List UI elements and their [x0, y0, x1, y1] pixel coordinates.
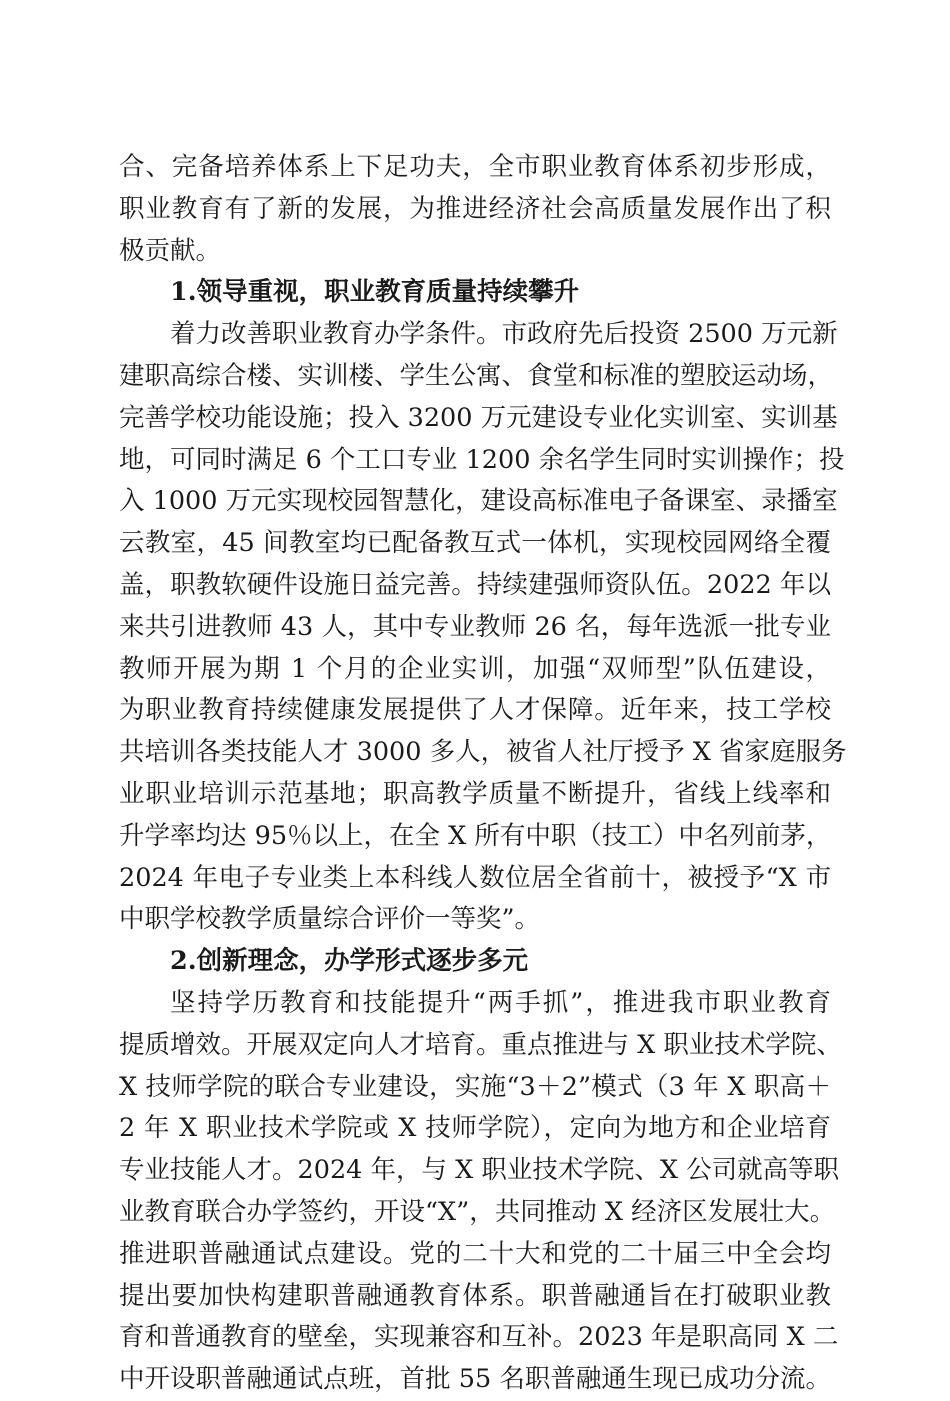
section-heading-2: 2.创新理念，办学形式逐步多元: [170, 946, 529, 977]
paragraph-line: 业教育联合办学签约，开设“X”，共同推动 X 经济区发展壮大。: [119, 1196, 836, 1227]
paragraph-line: 着力改善职业教育办学条件。市政府先后投资 2500 万元新: [170, 319, 838, 350]
paragraph-line: 中开设职普融通试点班，首批 55 名职普融通生现已成功分流。: [119, 1364, 831, 1395]
paragraph-line: 盖，职教软硬件设施日益完善。持续建强师资队伍。2022 年以: [119, 569, 831, 600]
paragraph-line: 专业技能人才。2024 年，与 X 职业技术学院、X 公司就高等职: [119, 1155, 840, 1186]
paragraph-line: 来共引进教师 43 人，其中专业教师 26 名，每年选派一批专业: [119, 611, 831, 642]
paragraph-line: X 技师学院的联合专业建设，实施“3＋2”模式（3 年 X 职高＋: [119, 1071, 831, 1102]
paragraph-line: 提出要加快构建职普融通教育体系。职普融通旨在打破职业教: [119, 1280, 831, 1311]
paragraph-line: 入 1000 万元实现校园智慧化，建设高标准电子备课室、录播室: [119, 486, 838, 517]
paragraph-line: 建职高综合楼、实训楼、学生公寓、食堂和标准的塑胶运动场，: [119, 360, 834, 391]
paragraph-line: 中职学校教学质量综合评价一等奖”。: [119, 904, 541, 935]
paragraph-line: 提质增效。开展双定向人才培育。重点推进与 X 职业技术学院、: [119, 1029, 842, 1060]
paragraph-line: 完善学校功能设施；投入 3200 万元建设专业化实训室、实训基: [119, 402, 838, 433]
document-page: [119, 147, 847, 1401]
paragraph-line: 2024 年电子专业类上本科线人数位居全省前十，被授予“X 市: [119, 862, 831, 893]
paragraph-line: 为职业教育持续健康发展提供了人才保障。近年来，技工学校: [119, 695, 831, 726]
paragraph-line: 坚持学历教育和技能提升“两手抓”，推进我市职业教育: [170, 987, 831, 1018]
paragraph-line: 教师开展为期 1 个月的企业实训，加强“双师型”队伍建设，: [119, 653, 831, 684]
intro-line: 极贡献。: [119, 235, 222, 266]
paragraph-line: 共培训各类技能人才 3000 多人，被省人社厅授予 X 省家庭服务: [119, 737, 847, 768]
paragraph-line: 育和普通教育的壁垒，实现兼容和互补。2023 年是职高同 X 二: [119, 1322, 839, 1353]
paragraph-line: 云教室，45 间教室均已配备教互式一体机，实现校园网络全覆: [119, 528, 831, 559]
paragraph-line: 升学率均达 95％以上，在全 X 所有中职（技工）中名列前茅，: [119, 820, 832, 851]
paragraph-line: 业职业培训示范基地；职高教学质量不断提升，省线上线率和: [119, 778, 831, 809]
paragraph-line: 地，可同时满足 6 个工口专业 1200 余名学生同时实训操作；投: [119, 444, 845, 475]
intro-line: 合、完备培养体系上下足功夫，全市职业教育体系初步形成，: [119, 152, 831, 182]
paragraph-line: 推进职普融通试点建设。党的二十大和党的二十届三中全会均: [119, 1238, 831, 1269]
section-heading-1: 1.领导重视，职业教育质量持续攀升: [170, 277, 580, 308]
intro-line: 职业教育有了新的发展，为推进经济社会高质量发展作出了积: [119, 193, 831, 224]
paragraph-line: 2 年 X 职业技术学院或 X 技师学院），定向为地方和企业培育: [119, 1113, 831, 1144]
